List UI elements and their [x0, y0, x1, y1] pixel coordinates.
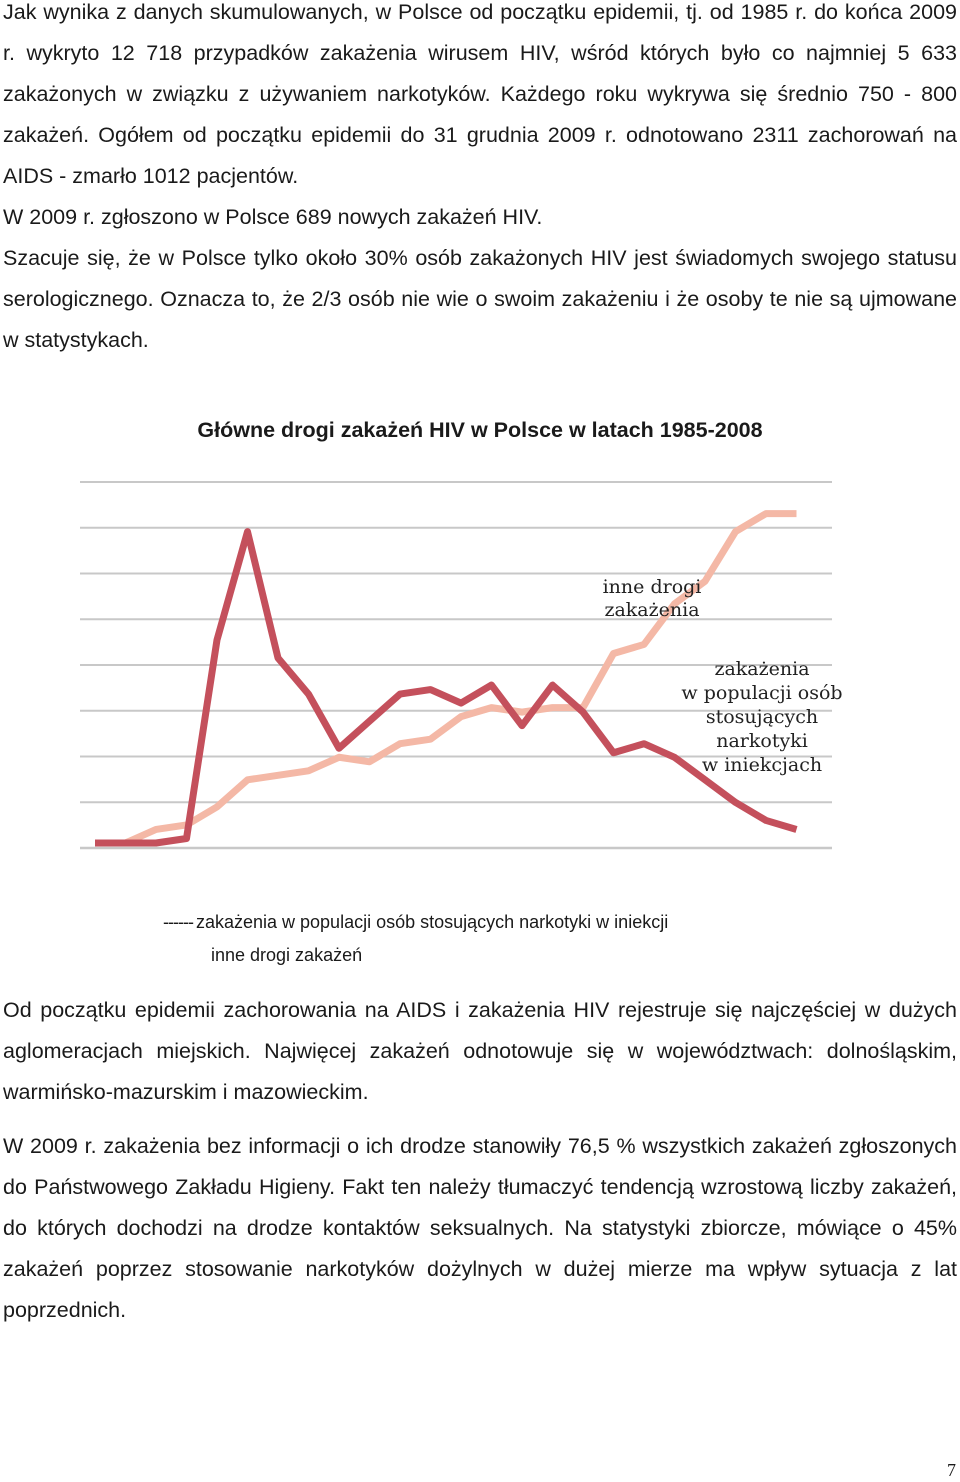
legend-label-other-routes: inne drogi zakażeń [211, 945, 363, 965]
legend-label-drug-injection: zakażenia w populacji osób stosujących narkotyki w iniekcji [195, 912, 669, 932]
series-line-other-routes [95, 514, 797, 843]
annotation-other-routes-line: zakażenia [604, 599, 700, 621]
paragraph-hiv-statistics: Jak wynika z danych skumulowanych, w Polsce od początku epidemii, tj. od 1985 r. do końca 2009 r. wykryto 12 718 przypadków zakażenia wirusem HIV, wśród których było co najmniej 5 633 zakażonych w związku z używaniem narkotyków. Każdego roku wykrywa się średnio 750 - 800 zakażeń. Ogółem od początku epidemii do 31 grudnia 2009 r. odnotowano 2311 zachorowań na AIDS - zmarło 1012 pacjentów. [3, 0, 957, 188]
annotation-drug-injection-line: w populacji osób [681, 682, 843, 704]
chart-title: Główne drogi zakażeń HIV w Polsce w latach 1985-2008 [197, 418, 763, 442]
legend-dash: ------ [163, 912, 193, 932]
annotation-drug-injection-line: w iniekcjach [701, 754, 823, 776]
legend-item-other-routes [211, 945, 362, 966]
infection-routes-chart [0, 460, 960, 880]
annotation-other-routes-line: inne drogi [602, 576, 702, 598]
annotation-drug-injection-line: stosujących [705, 706, 819, 728]
paragraph-serological-awareness: Szacuje się, że w Polsce tylko około 30% osób zakażonych HIV jest świadomych swojego statusu serologicznego. Oznacza to, że 2/3 osób nie wie o swoim zakażeniu i że osoby te nie są ujmowane w statystykach. [3, 246, 957, 352]
chart-lines [95, 514, 797, 843]
paragraph-urban-agglomerations: Od początku epidemii zachorowania na AIDS i zakażenia HIV rejestruje się najczęściej w dużych aglomeracjach miejskich. Najwięcej zakażeń odnotowuje się w województwach: dolnośląskim, warmińsko-mazurskim i mazowieckim. [3, 998, 957, 1104]
annotation-drug-injection-line: zakażenia [714, 658, 810, 680]
legend-item-drug-injection [163, 912, 668, 933]
paragraph-new-infections-2009: W 2009 r. zgłoszono w Polsce 689 nowych zakażeń HIV. [3, 205, 543, 229]
page-number: 7 [947, 1460, 956, 1480]
annotation-drug-injection-line: narkotyki [716, 730, 808, 752]
paragraph-unknown-route-2009: W 2009 r. zakażenia bez informacji o ich drodze stanowiły 76,5 % wszystkich zakażeń zgłoszonych do Państwowego Zakładu Higieny. Fakt ten należy tłumaczyć tendencją wzrostową liczby zakażeń, do których dochodzi na drodze kontaktów seksualnych. Na statystyki zbiorcze, mówiące o 45% zakażeń poprzez stosowanie narkotyków dożylnych w dużej mierze ma wpływ sytuacja z lat poprzednich. [3, 1134, 957, 1322]
